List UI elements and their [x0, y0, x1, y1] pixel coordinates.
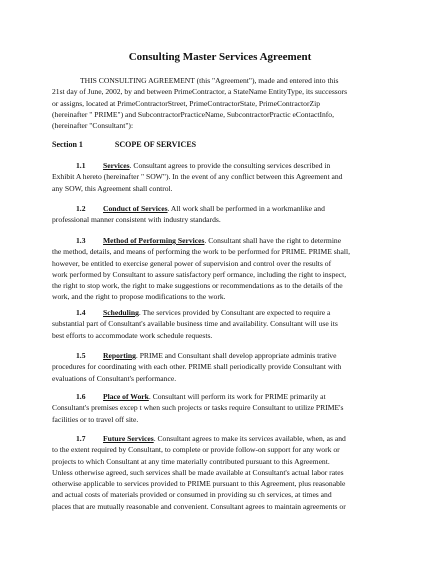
- clause-1-7: [52, 433, 398, 512]
- clause-heading: Place of Work: [103, 392, 149, 401]
- intro-line: (hereinafter " PRIME") and SubcontractorPracticeName, SubcontractorPractic eContactInfo,: [52, 109, 334, 119]
- clause-line: evaluations of Consultant's performance.: [52, 373, 177, 383]
- clause-line: work performed by Consultant to assure satisfactory perf ormance, including the right to inspect,: [52, 269, 347, 279]
- clause-1-4: [52, 307, 398, 341]
- intro-line: 21st day of June, 2002, by and between PrimeContractor, a StateName EntityType, its successors: [52, 87, 348, 97]
- intro-paragraph: [52, 75, 398, 131]
- clause-number: 1.5: [76, 351, 86, 360]
- clause-line: facilities or to travel off site.: [52, 414, 139, 424]
- clause-number: 1.7: [76, 434, 86, 443]
- clause-heading: Scheduling: [103, 308, 139, 317]
- clause-1-1: [52, 160, 398, 194]
- document-title: Consulting Master Services Agreement: [128, 51, 312, 63]
- clause-number: 1.3: [76, 236, 86, 245]
- clause-line: projects to which Consultant at any time materially contributed pursuant to this Agreement.: [52, 456, 330, 466]
- clause-line: . Consultant agrees to make its services available, when, as and: [153, 434, 346, 443]
- section-label: Section 1: [52, 140, 83, 149]
- intro-line: THIS CONSULTING AGREEMENT (this "Agreement"), made and entered into this: [80, 76, 339, 85]
- clause-line: procedures for coordinating with each other. PRIME shall periodically provide Consultant with: [52, 362, 342, 372]
- clause-heading: Method of Performing Services: [103, 236, 205, 245]
- intro-line: or assigns, located at PrimeContractorStreet, PrimeContractorState, PrimeContractorZip: [52, 98, 321, 108]
- clause-line: otherwise applicable to services provided to PRIME pursuant to this Agreement, plus reasonable: [52, 479, 346, 489]
- clause-number: 1.4: [76, 308, 86, 317]
- clause-line: however, be entitled to exercise general power of supervision and control over the results of: [52, 258, 332, 268]
- clause-line: . PRIME and Consultant shall develop appropriate adminis trative: [135, 351, 337, 360]
- clause-heading: Future Services: [103, 434, 154, 443]
- clause-line: places that are mutually reasonable and convenient. Consultant agrees to maintain agreements or: [52, 501, 346, 511]
- clause-number: 1.2: [76, 204, 86, 213]
- clause-line: substantial part of Consultant's available business time and availability. Consultant will use its: [52, 319, 338, 329]
- clause-line: . The services provided by Consultant are expected to require a: [138, 308, 331, 317]
- clause-1-5: [52, 350, 398, 384]
- clause-line: . Consultant shall have the right to determine: [204, 236, 342, 245]
- intro-line: (hereinafter "Consultant"):: [52, 121, 134, 131]
- clause-line: . Consultant will perform its work for PRIME primarily at: [148, 392, 326, 401]
- clause-line: any SOW, this Agreement shall control.: [52, 183, 173, 193]
- clause-line: . All work shall be performed in a workmanlike and: [167, 204, 325, 213]
- clause-1-2: [52, 203, 398, 226]
- clause-line: to the extent required by Consultant, to complete or provide follow-on support for any work or: [52, 445, 340, 455]
- clause-1-6: [52, 391, 398, 425]
- clause-line: and actual costs of materials provided or consumed in providing su ch services, at times and: [52, 490, 332, 500]
- section-heading: [52, 139, 398, 150]
- clause-line: professional manner consistent with industry standards.: [52, 215, 221, 225]
- clause-line: . Consultant agrees to provide the consulting services described in: [129, 161, 331, 170]
- section-title: SCOPE OF SERVICES: [114, 140, 197, 149]
- clause-heading: Reporting: [103, 351, 136, 360]
- clause-heading: Services: [103, 161, 130, 170]
- clause-number: 1.1: [76, 161, 86, 170]
- clause-line: Exhibit A hereto (hereinafter " SOW"). In the event of any conflict between this Agreement and: [52, 172, 343, 182]
- clause-line: Unless otherwise agreed, such services shall be made available at Consultant's actual labor rates: [52, 467, 344, 477]
- clause-line: the method, details, and means of performing the work to be performed for PRIME. PRIME shall,: [52, 247, 350, 257]
- clause-1-3: [52, 235, 398, 303]
- clause-number: 1.6: [76, 392, 86, 401]
- clause-line: Consultant's premises excep t when such projects or tasks require Consultant to utilize PRIME's: [52, 403, 344, 413]
- clause-heading: Conduct of Services: [103, 204, 168, 213]
- clause-line: work, and the right to propose modifications to the work.: [52, 292, 226, 302]
- clause-line: the right to stop work, the right to make suggestions or recommendations as to the details of the: [52, 281, 343, 291]
- clause-line: best efforts to accommodate work schedule requests.: [52, 330, 213, 340]
